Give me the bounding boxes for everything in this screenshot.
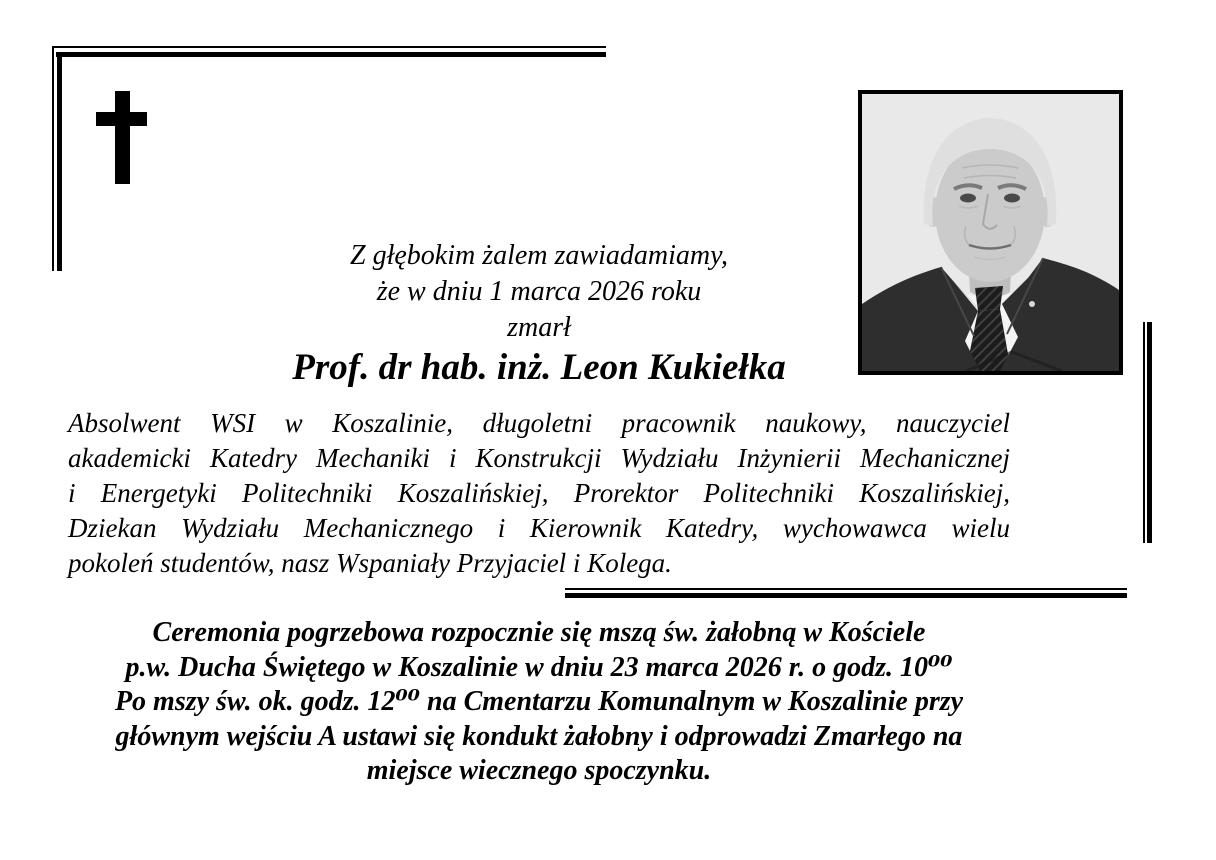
ceremony-text (68, 616, 1010, 789)
separator-rule-thin-line (565, 588, 1127, 590)
frame-top-thin-line (52, 46, 606, 48)
ceremony-line-3: Po mszy św. ok. godz. 12⁰⁰ na Cmentarzu Komunalnym w Koszalinie przy (114, 686, 964, 717)
biography-text (68, 406, 1010, 581)
ceremony-line-4: głównym wejściu A ustawi się kondukt żałobny i odprowadzi Zmarłego na (115, 720, 963, 752)
deceased-name: Prof. dr hab. inż. Leon Kukiełka (292, 347, 786, 388)
ceremony-line-5: miejsce wiecznego spoczynku. (366, 755, 712, 786)
biography-line-5: pokoleń studentów, nasz Wspaniały Przyjaciel i Kolega. (68, 548, 672, 578)
intro-line-2: że w dniu 1 marca 2026 roku (376, 276, 702, 307)
frame-left-thick-line (57, 52, 62, 271)
cross-horizontal-bar (96, 112, 147, 126)
ceremony-line-1: Ceremonia pogrzebowa rozpocznie się mszą św. żałobną w Kościele (152, 617, 926, 648)
biography-line-4: Dziekan Wydziału Mechanicznego i Kierownik Katedry, wychowawca wielu (68, 513, 1010, 543)
cross-icon (96, 91, 147, 184)
frame-left-thin-line (52, 46, 54, 271)
frame-top-thick-line (56, 52, 606, 57)
cross-vertical-bar (115, 91, 130, 184)
biography-line-3: i Energetyki Politechniki Koszalińskiej, Prorektor Politechniki Koszalińskiej, (68, 478, 1010, 508)
ceremony-line-2: p.w. Ducha Świętego w Koszalinie w dniu 23 marca 2026 r. o godz. 10⁰⁰ (125, 651, 953, 683)
frame-right-thin-line (1143, 322, 1145, 543)
biography-line-1: Absolwent WSI w Koszalinie, długoletni pracownik naukowy, nauczyciel (68, 408, 1010, 438)
intro-text (68, 238, 1010, 346)
frame-right-thick-line (1147, 322, 1152, 543)
biography-line-2: akademicki Katedry Mechaniki i Konstrukcji Wydziału Inżynierii Mechanicznej (68, 443, 1010, 473)
intro-line-3: zmarł (507, 312, 571, 343)
intro-line-1: Z głębokim żalem zawiadamiamy, (350, 240, 728, 271)
separator-rule-thick-line (565, 593, 1127, 598)
